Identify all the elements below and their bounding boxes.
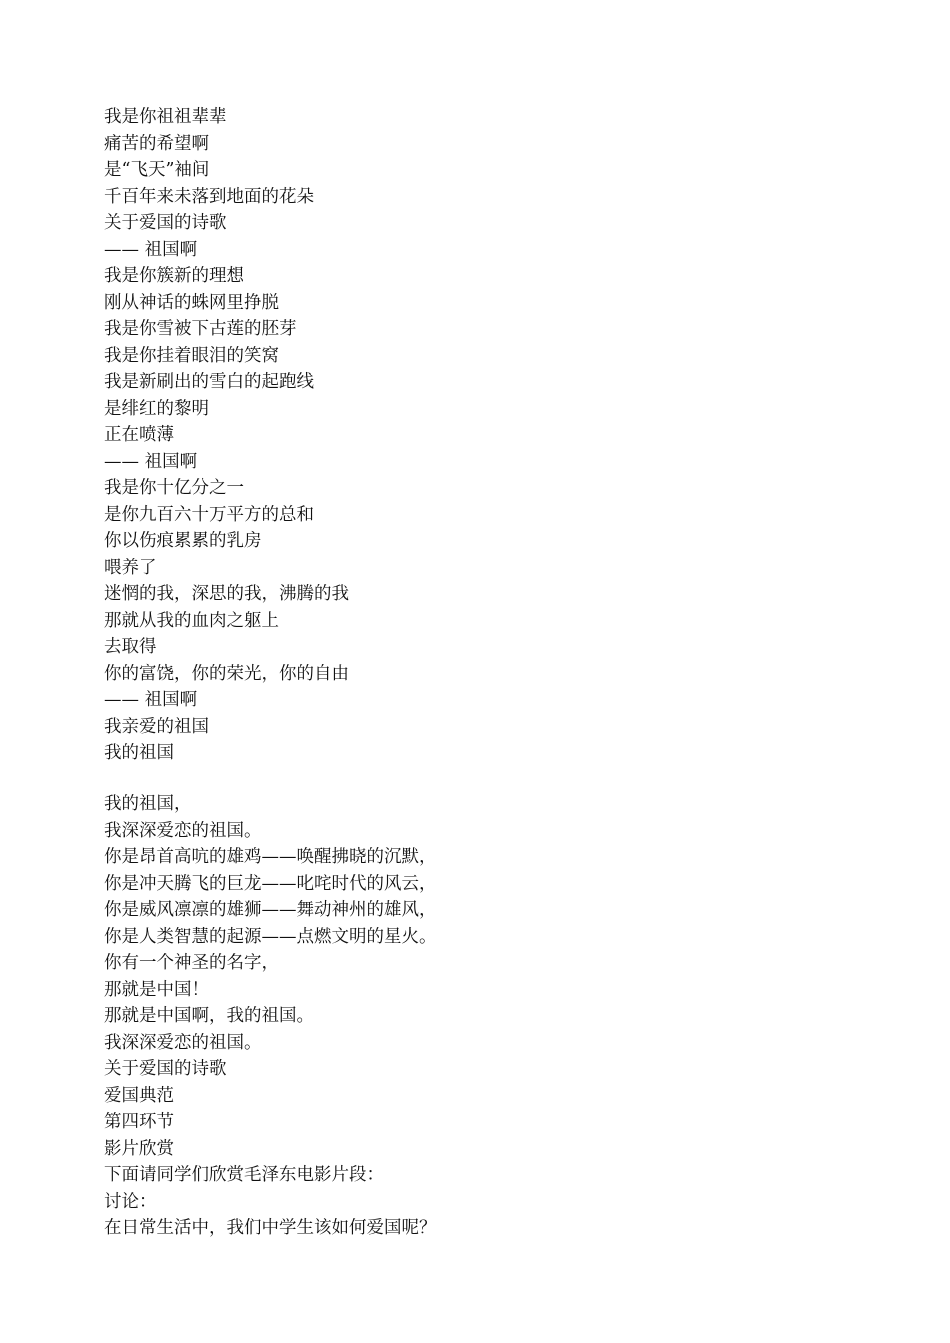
section-heading: 爱国典范 xyxy=(104,1085,174,1106)
text-line: 是“飞天”袖间 xyxy=(104,160,210,180)
section-heading: 第四环节 xyxy=(104,1112,174,1132)
section-heading: 影片欣赏 xyxy=(104,1138,174,1159)
text-line: 你有一个神圣的名字， xyxy=(104,953,279,973)
text-line: 你是冲天腾飞的巨龙——叱咤时代的风云， xyxy=(104,873,437,894)
text-line: 我深深爱恋的祖国。 xyxy=(104,1032,262,1053)
text-line: 下面请同学们欣赏毛泽东电影片段： xyxy=(104,1165,384,1185)
text-line: 迷惘的我，深思的我，沸腾的我 xyxy=(104,584,349,604)
text-line: 千百年来未落到地面的花朵 xyxy=(104,186,314,207)
text-line: 去取得 xyxy=(104,637,157,657)
text-line: 刚从神话的蛛网里挣脱 xyxy=(104,292,279,313)
text-line: 痛苦的希望啊 xyxy=(104,133,209,154)
text-line: 我亲爱的祖国 xyxy=(104,716,209,737)
text-line: 那就是中国啊，我的祖国。 xyxy=(104,1006,314,1026)
text-line: 我的祖国， xyxy=(104,794,192,814)
text-line: 那就从我的血肉之躯上 xyxy=(104,610,279,631)
text-line: 我深深爱恋的祖国。 xyxy=(104,820,262,841)
text-line: —— 祖国啊 xyxy=(104,690,198,710)
section-heading: 关于爱国的诗歌 xyxy=(104,1059,227,1079)
text-line: 是你九百六十万平方的总和 xyxy=(104,504,314,525)
text-line: 你以伤痕累累的乳房 xyxy=(104,531,262,551)
text-line: 我是你祖祖辈辈 xyxy=(104,107,227,127)
text-line: 我是你雪被下古莲的胚芽 xyxy=(104,319,297,339)
text-line: 正在喷薄 xyxy=(104,425,174,445)
poem-section-1 xyxy=(104,104,349,767)
text-line: 你是威风凛凛的雄狮——舞动神州的雄风， xyxy=(104,900,437,920)
section-heading: 关于爱国的诗歌 xyxy=(104,213,227,233)
text-line: —— 祖国啊 xyxy=(104,451,198,472)
text-line: 我是你十亿分之一 xyxy=(104,478,244,498)
text-line: 我是你挂着眼泪的笑窝 xyxy=(104,345,279,366)
text-line: 你的富饶，你的荣光，你的自由 xyxy=(104,663,349,684)
text-line: 是绯红的黎明 xyxy=(104,398,209,419)
text-line: 我的祖国 xyxy=(104,743,174,763)
text-line: 喂养了 xyxy=(104,557,157,578)
text-line: 在日常生活中，我们中学生该如何爱国呢？ xyxy=(104,1218,437,1238)
text-line: 我是你簇新的理想 xyxy=(104,266,244,286)
text-line: 那就是中国！ xyxy=(104,979,209,1000)
text-line: 我是新刷出的雪白的起跑线 xyxy=(104,372,314,392)
poem-section-2 xyxy=(104,791,437,1242)
text-line: 讨论： xyxy=(104,1191,157,1212)
text-line: 你是昂首高吭的雄鸡——唤醒拂晓的沉默， xyxy=(104,847,437,867)
text-line: 你是人类智慧的起源——点燃文明的星火。 xyxy=(104,926,437,947)
text-line: —— 祖国啊 xyxy=(104,239,198,260)
